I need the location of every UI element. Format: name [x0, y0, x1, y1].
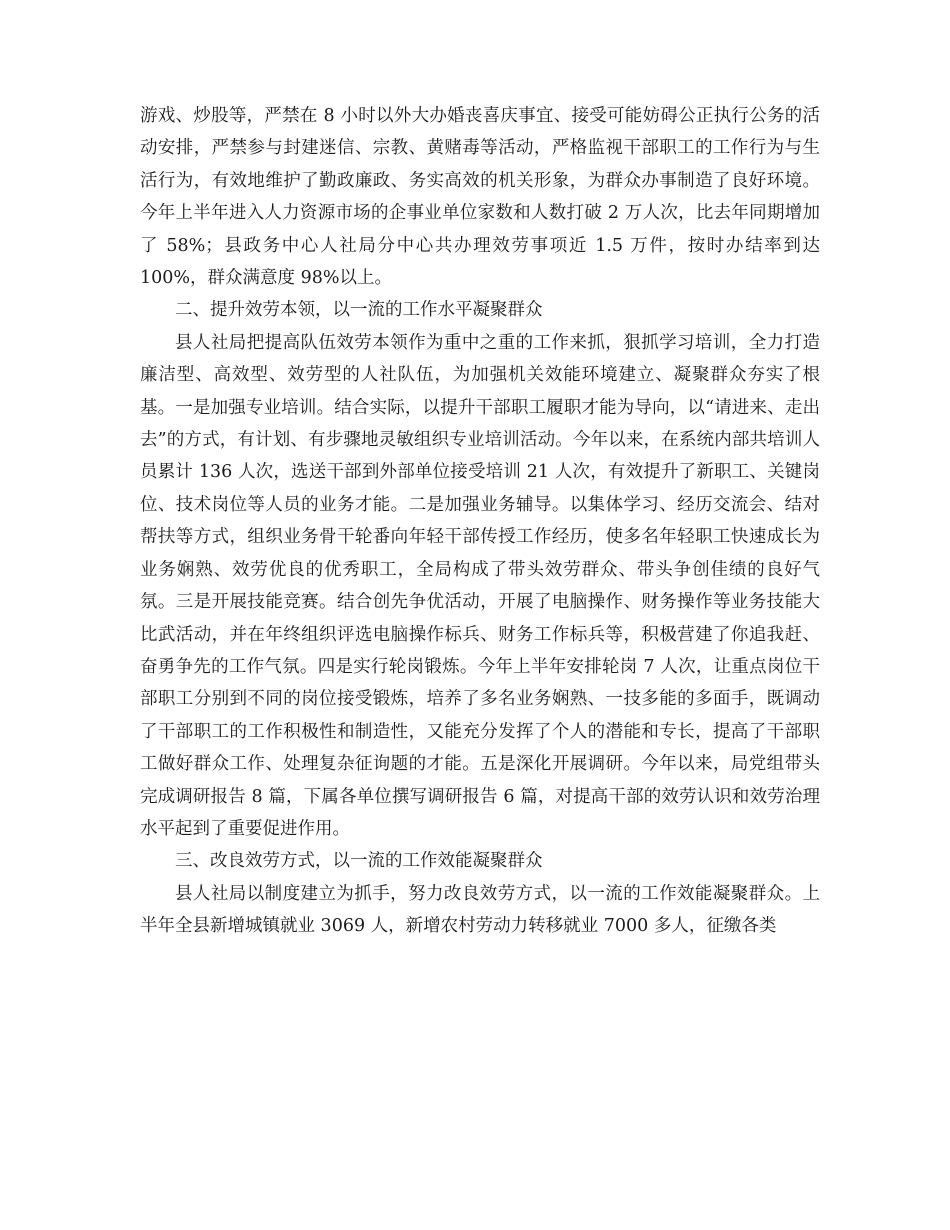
paragraph-section-two-body: 县人社局把提高队伍效劳本领作为重中之重的工作来抓，狠抓学习培训，全力打造廉洁型、高效型、效劳型的人社队伍，为加强机关效能环境建立、凝聚群众夯实了根基。一是加强专业培训。结合实际，以提升干部职工履职才能为导向，以“请进来、走出去”的方式，有计划、有步骤地灵敏组织专业培训活动。今年以来，在系统内部共培训人员累计 136 人次，选送干部到外部单位接受培训 21 人次，有效提升了新职工、关键岗位、技术岗位等人员的业务才能。二是加强业务辅导。以集体学习、经历交流会、结对帮扶等方式，组织业务骨干轮番向年轻干部传授工作经历，使多名年轻职工快速成长为业务娴熟、效劳优良的优秀职工，全局构成了带头效劳群众、带头争创佳绩的良好气氛。三是开展技能竞赛。结合创先争优活动，开展了电脑操作、财务操作等业务技能大比武活动，并在年终组织评选电脑操作标兵、财务工作标兵等，积极营建了你追我赶、奋勇争先的工作气氛。四是实行轮岗锻炼。今年上半年安排轮岗 7 人次，让重点岗位干部职工分别到不同的岗位接受锻炼，培养了多名业务娴熟、一技多能的多面手，既调动了干部职工的工作积极性和制造性，又能充分发挥了个人的潜能和专长，提高了干部职工做好群众工作、处理复杂征询题的才能。五是深化开展调研。今年以来，局党组带头完成调研报告 8 篇，下属各单位撰写调研报告 6 篇，对提高干部的效劳认识和效劳治理水平起到了重要促进作用。 — [140, 332, 820, 839]
section-heading-two: 二、提升效劳本领，以一流的工作水平凝聚群众 — [175, 300, 543, 321]
paragraph-continued: 游戏、炒股等，严禁在 8 小时以外大办婚丧喜庆事宜、接受可能妨碍公正执行公务的活动安排，严禁参与封建迷信、宗教、黄赌毒等活动，严格监视干部职工的工作行为与生活行为，有效地维护了勤政廉政、务实高效的机关形象，为群众办事制造了良好环境。今年上半年进入人力资源市场的企事业单位家数和人数打破 2 万人次，比去年同期增加了 58%；县政务中心人社局分中心共办理效劳事项近 1.5 万件，按时办结率到达 100%，群众满意度 98%以上。 — [140, 106, 820, 289]
paragraph-section-three-body: 县人社局以制度建立为抓手，努力改良效劳方式，以一流的工作效能凝聚群众。上半年全县新增城镇就业 3069 人，新增农村劳动力转移就业 7000 多人，征缴各类 — [140, 883, 820, 937]
document-page — [140, 100, 820, 943]
section-heading-three: 三、改良效劳方式，以一流的工作效能凝聚群众 — [175, 851, 543, 872]
